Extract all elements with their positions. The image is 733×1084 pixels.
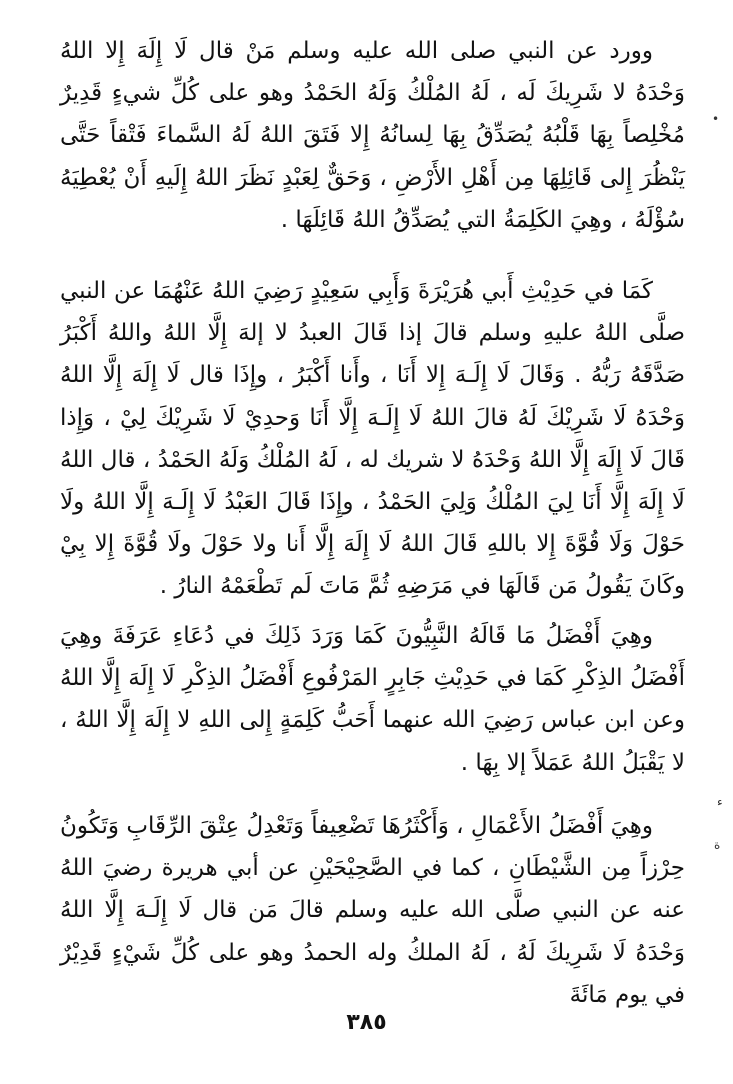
paragraph-2: [60, 270, 685, 608]
margin-mark: ة: [714, 838, 721, 852]
paragraph-text: وهِيَ أَفْضَلُ مَا قَالَهُ النَّبِيُّونَ كَمَا وَرَدَ ذَلِكَ في دُعَاءِ عَرَفَةَ وهِيَ أَفْضَلُ الذِكْرِ كَمَا في حَدِيْثِ جَابِرٍ المَرْفُوعِ أَفْضَلُ الذِكْرِ لَا إِلَهَ إِلَّا اللهُ وعن ابن عباس رَضِيَ الله عنهما أَحَبُّ كَلِمَةٍ إِلى اللهِ لا إِلَهَ إِلَّا اللهُ ، لا يَقْبَلُ اللهُ عَمَلاً إلا بِهَا .: [60, 623, 685, 776]
paragraph-text: كَمَا في حَدِيْثِ أَبي هُرَيْرَةَ وَأَبِي سَعِيْدٍ رَضِيَ اللهُ عَنْهُمَا عن النبي صلَّى اللهُ عليهِ وسلم قالَ إذا قَالَ العبدُ لا إلهَ إِلَّا اللهُ واللهُ أَكْبَرُ صَدَّقَهُ رَبُّهُ . وَقَالَ لَا إِلَـهَ إِلا أَنَا ، وأَنا أَكْبَرُ ، وإِذَا قال لَا إِلَهَ إِلَّا اللهُ وَحْدَهُ لَا شَرِيْكَ لَهُ قالَ اللهُ لَا إِلَـهَ إِلَّا أَنَا وَحدِيْ لَا شَرِيْكَ لِيْ ، وَإِذا قَالَ لَا إِلَهَ إِلَّا اللهُ وَحْدَهُ لا شريك له ، لَهُ المُلْكُ وَلَهُ الحَمْدُ ، قال اللهُ لَا إِلَهَ إِلَّا أَنَا لِيَ المُلْكُ وَلِيَ الحَمْدُ ، وإِذَا قَالَ العَبْدُ لَا إِلَـهَ إِلَّا اللهُ ولَا حَوْلَ وَلَا قُوَّةَ إِلا باللهِ قَالَ اللهُ لَا إِلَهَ إِلَّا أَنا ولا حَوْلَ ولَا قُوَّةَ إِلا بِيْ وكَانَ يَقُولُ مَن قَالَهَا في مَرَضِهِ ثُمَّ مَاتَ لَم تَطْعَمْهُ النارُ .: [60, 278, 685, 600]
paragraph-1: [60, 30, 685, 241]
paragraph-3: [60, 615, 685, 784]
margin-mark: ء: [717, 795, 723, 809]
margin-mark: •: [712, 112, 720, 126]
paragraph-text: وهِيَ أَفْضَلُ الأَعْمَالِ ، وَأَكْثَرُهَا تَضْعِيفاً وَتَعْدِلُ عِتْقَ الرِّقَابِ وَتَكُونُ حِرْزاً مِن الشَّيْطَانِ ، كما في الصَّحِيْحَيْنِ عن أبي هريرة رضيَ اللهُ عنه عن النبي صلَّى الله عليه وسلم قالَ مَن قال لَا إِلَـهَ إِلَّا اللهُ وَحْدَهُ لَا شَرِيكَ لَهُ ، لَهُ الملكُ وله الحمدُ وهو على كُلِّ شَيْءٍ قَدِيْرٌ في يوم مَائَةَ: [60, 813, 685, 1008]
page-number: ٣٨٥: [346, 1010, 387, 1035]
paragraph-4: [60, 805, 685, 1016]
paragraph-text: وورد عن النبي صلى الله عليه وسلم مَنْ قال لَا إِلَهَ إِلا اللهُ وَحْدَهُ لا شَرِيكَ لَه ، لَهُ المُلْكُ وَلَهُ الحَمْدُ وهو على كُلِّ شيءٍ قَدِيرٌ مُخْلِصاً بِهَا قَلْبُهُ يُصَدِّقُ بِهَا لِسانُهُ إِلا فَتَقَ اللهُ لَهُ السَّماءَ فَتْقاً حَتَّى يَنْظُرَ إِلى قَائِلِهَا مِن أَهْلِ الأَرْضِ ، وَحَقٌّ لِعَبْدٍ نَظَرَ اللهُ إِلَيهِ أَنْ يُعْطِيَهُ سُؤْلَهُ ، وهِيَ الكَلِمَةُ التي يُصَدِّقُ اللهُ قَائِلَهَا .: [60, 38, 685, 233]
